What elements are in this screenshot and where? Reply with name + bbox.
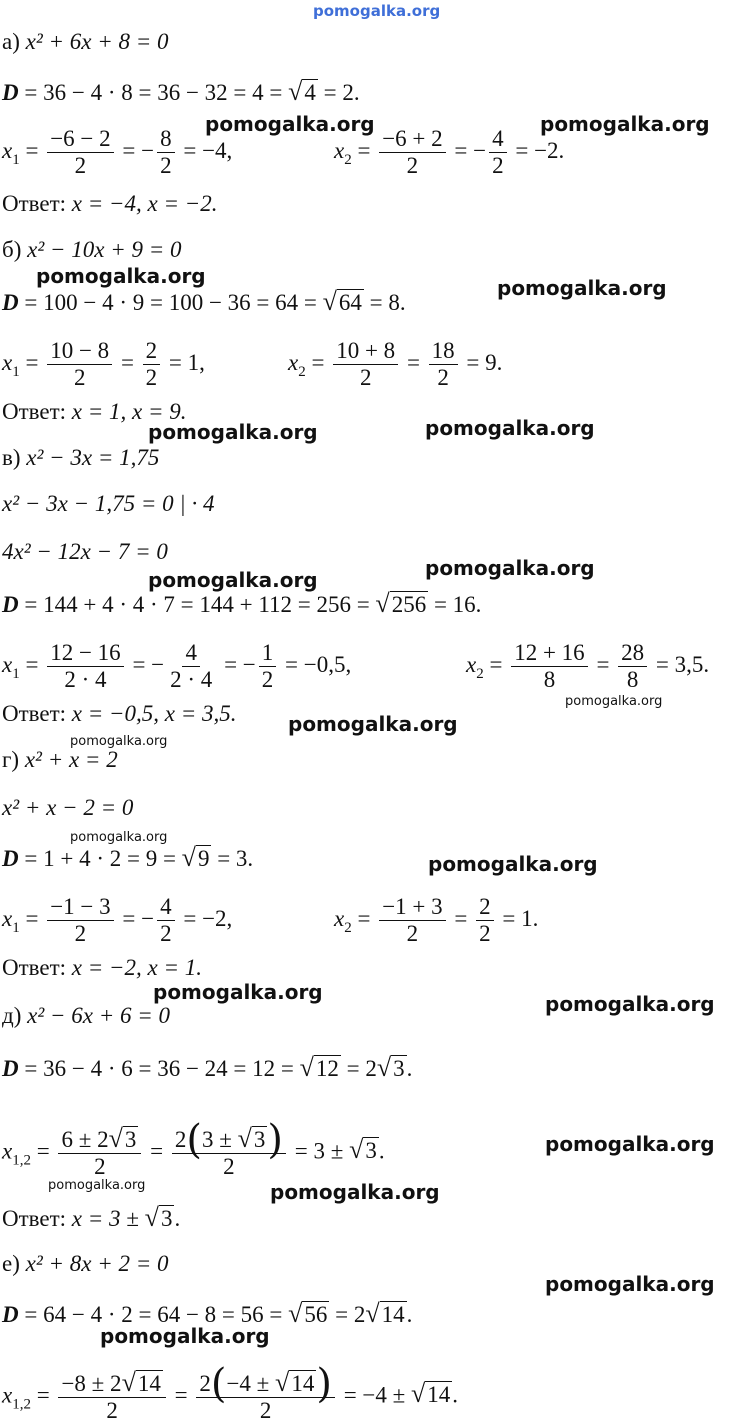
problem-b-equation: б) x² − 10x + 9 = 0 [2,237,182,262]
problem-d-discriminant: D = 36 − 4 · 6 = 36 − 24 = 12 = √12 = 2√3. [2,1053,413,1082]
problem-g-discriminant: D = 1 + 4 · 2 = 9 = √9 = 3. [2,843,254,872]
problem-v-step1: x² − 3x − 1,75 = 0 | · 4 [2,491,215,516]
problem-v-equation: в) x² − 3x = 1,75 [2,445,160,470]
problem-a-discriminant: D = 36 − 4 · 8 = 36 − 32 = 4 = √4 = 2. [2,77,360,106]
watermark: pomogalka.org [100,1324,270,1348]
watermark: pomogalka.org [545,1132,715,1156]
watermark: pomogalka.org [428,852,598,876]
problem-b-roots: $x_1$ = $\frac{10 - 8}{2}$ = $\frac{2}{2}$ = 1, [2,338,205,390]
watermark: pomogalka.org [425,416,595,440]
watermark: pomogalka.org [565,694,663,709]
watermark: pomogalka.org [48,1178,146,1193]
problem-d-equation: д) x² − 6x + 6 = 0 [2,1003,170,1028]
problem-d-answer: Ответ: x = 3 ± √3. [2,1203,181,1232]
top-watermark: pomogalka.org [313,2,441,20]
problem-a-equation: а) x² + 6x + 8 = 0 [2,29,169,54]
watermark: pomogalka.org [270,1180,440,1204]
problem-a-root-x2: $x_2$ = $\frac{-6 + 2}{2}$ = − $\frac{4}{2}$ = −2. [334,126,565,178]
watermark: pomogalka.org [545,1272,715,1296]
watermark: pomogalka.org [36,264,206,288]
watermark: pomogalka.org [148,420,318,444]
problem-b-discriminant: D = 100 − 4 · 9 = 100 − 36 = 64 = √64 = 8. [2,287,406,316]
problem-a-roots: $x_1$ = $\frac{-6 - 2}{2}$ = − $\frac{8}{2}$ = −4, [2,126,233,178]
problem-g-roots: $x_1$ = $\frac{-1 - 3}{2}$ = − $\frac{4}{2}$ = −2, [2,894,233,946]
problem-v-discriminant: D = 144 + 4 · 4 · 7 = 144 + 112 = 256 = √256 = 16. [2,589,482,618]
problem-g-answer: Ответ: x = −2, x = 1. [2,955,203,980]
watermark: pomogalka.org [288,712,458,736]
problem-g-root-x2: $x_2$ = $\frac{-1 + 3}{2}$ = $\frac{2}{2}$ = 1. [334,894,539,946]
watermark: pomogalka.org [540,112,710,136]
problem-e-discriminant: D = 64 − 4 · 2 = 64 − 8 = 56 = √56 = 2√14. [2,1299,413,1328]
watermark: pomogalka.org [205,112,375,136]
watermark: pomogalka.org [70,734,168,749]
watermark: pomogalka.org [153,980,323,1004]
problem-v-step2: 4x² − 12x − 7 = 0 [2,539,168,564]
watermark: pomogalka.org [70,830,168,845]
problem-g-step1: x² + x − 2 = 0 [2,795,134,820]
problem-a-answer: Ответ: x = −4, x = −2. [2,191,218,216]
problem-v-answer: Ответ: x = −0,5, x = 3,5. [2,701,237,726]
problem-e-roots: $x_{1,2}$ = $\frac{-8 \pm 2√14}{2}$ = $\frac{2(-4 \pm √14)}{2}$ = −4 ± √14. [2,1361,459,1423]
watermark: pomogalka.org [497,276,667,300]
watermark: pomogalka.org [148,568,318,592]
problem-v-roots: $x_1$ = $\frac{12 - 16}{2 \cdot 4}$ = − $\frac{4}{2 \cdot 4}$ = − $\frac{1}{2}$ = −0,5, [2,640,352,692]
problem-b-root-x2: $x_2$ = $\frac{10 + 8}{2}$ = $\frac{18}{2}$ = 9. [288,338,503,390]
watermark: pomogalka.org [545,992,715,1016]
watermark: pomogalka.org [425,556,595,580]
problem-v-root-x2: $x_2$ = $\frac{12 + 16}{8}$ = $\frac{28}{8}$ = 3,5. [466,640,710,692]
problem-g-equation: г) x² + x = 2 [2,747,118,772]
problem-e-equation: е) x² + 8x + 2 = 0 [2,1251,169,1276]
problem-d-roots: $x_{1,2}$ = $\frac{6 \pm 2√3}{2}$ = $\frac{2(3 \pm √3)}{2}$ = 3 ± √3. [2,1117,385,1179]
problem-b-answer: Ответ: x = 1, x = 9. [2,399,187,424]
